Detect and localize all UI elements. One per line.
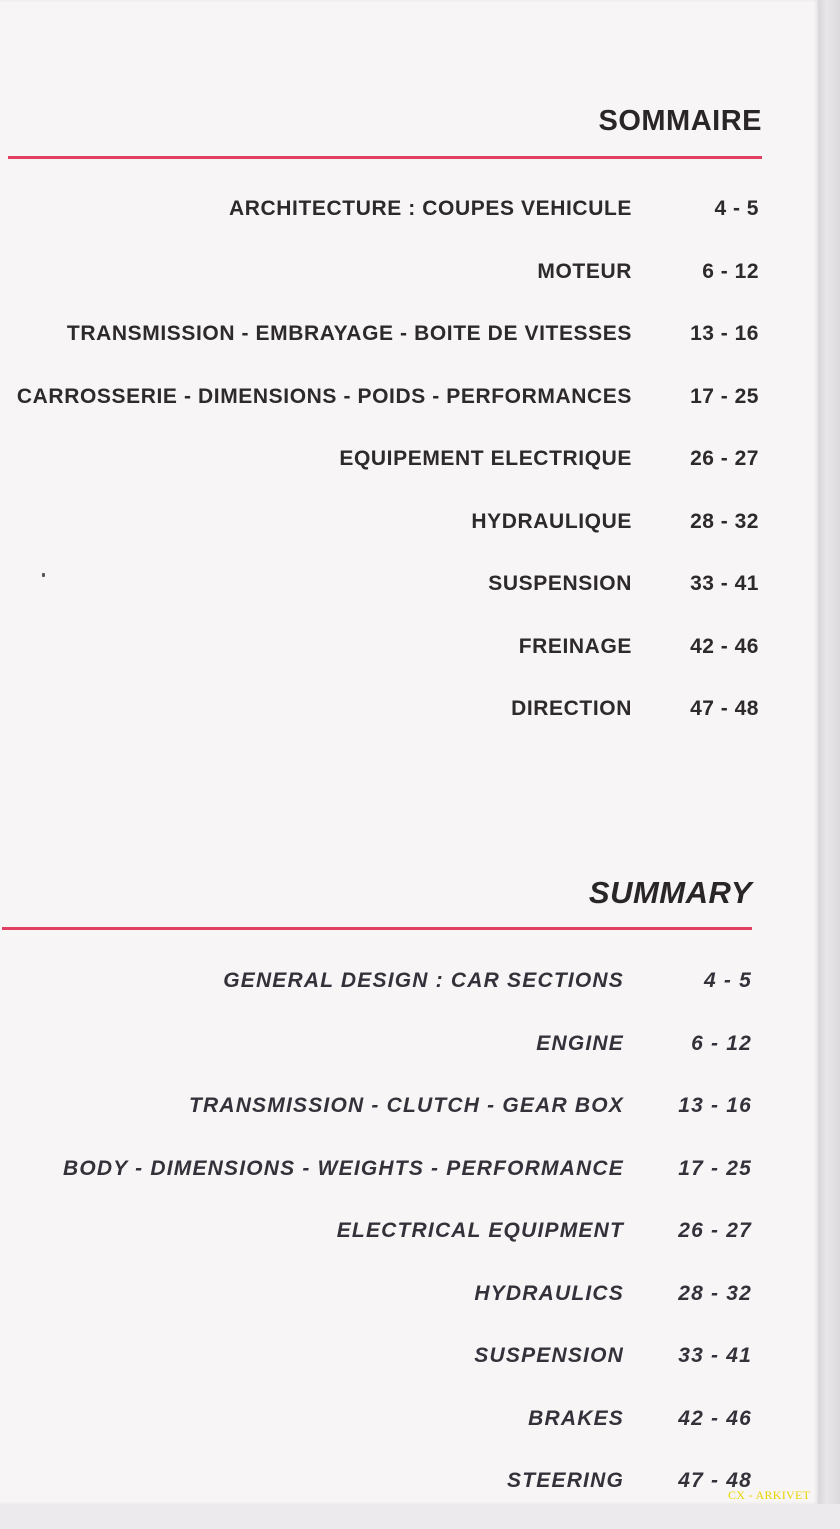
toc-label: HYDRAULIQUE xyxy=(471,509,632,533)
toc-entry xyxy=(0,1029,752,1092)
toc-entry xyxy=(0,194,762,257)
page-edge xyxy=(818,0,840,1504)
toc-pages: 28 - 32 xyxy=(690,509,759,533)
toc-label: CARROSSERIE - DIMENSIONS - POIDS - PERFORMANCES xyxy=(16,384,632,408)
toc-label: STEERING xyxy=(507,1469,624,1492)
sommaire-rule xyxy=(8,156,762,159)
toc-pages: 47 - 48 xyxy=(678,1469,752,1492)
toc-pages: 42 - 46 xyxy=(690,634,759,658)
sommaire-section xyxy=(0,100,762,757)
toc-label: DIRECTION xyxy=(511,697,632,720)
watermark: CX - ARKIVET xyxy=(728,1488,811,1502)
toc-pages: 42 - 46 xyxy=(678,1406,752,1430)
toc-entry xyxy=(0,1279,752,1342)
toc-label: FREINAGE xyxy=(518,634,632,658)
summary-title: SUMMARY xyxy=(588,875,752,910)
toc-pages: 28 - 32 xyxy=(678,1281,752,1305)
toc-entry xyxy=(0,569,762,632)
toc-pages: 17 - 25 xyxy=(690,384,759,408)
toc-entry xyxy=(0,694,762,757)
toc-entry xyxy=(0,966,752,1029)
summary-section xyxy=(0,872,752,1529)
toc-label: HYDRAULICS xyxy=(474,1281,624,1305)
toc-pages: 33 - 41 xyxy=(678,1344,752,1367)
toc-label: SUSPENSION xyxy=(474,1344,624,1367)
toc-pages: 6 - 12 xyxy=(702,259,759,283)
toc-entry xyxy=(0,1216,752,1279)
toc-entry xyxy=(0,382,762,445)
toc-entry xyxy=(0,257,762,320)
toc-entry xyxy=(0,1404,752,1467)
toc-label: TRANSMISSION - EMBRAYAGE - BOITE DE VITESSES xyxy=(66,322,632,345)
toc-pages: 13 - 16 xyxy=(678,1094,752,1117)
toc-pages: 6 - 12 xyxy=(691,1031,752,1055)
toc-label: TRANSMISSION - CLUTCH - GEAR BOX xyxy=(188,1094,624,1117)
toc-label: SUSPENSION xyxy=(488,572,632,595)
toc-label: EQUIPEMENT ELECTRIQUE xyxy=(339,447,632,470)
toc-label: BODY - DIMENSIONS - WEIGHTS - PERFORMANCE xyxy=(63,1156,624,1180)
toc-label: ARCHITECTURE : COUPES VEHICULE xyxy=(228,197,632,220)
toc-entry xyxy=(0,1154,752,1217)
toc-label: BRAKES xyxy=(528,1406,624,1430)
toc-label: ELECTRICAL EQUIPMENT xyxy=(336,1219,624,1242)
toc-entry xyxy=(0,319,762,382)
toc-entry xyxy=(0,507,762,570)
toc-pages: 33 - 41 xyxy=(690,572,759,595)
toc-pages: 4 - 5 xyxy=(714,197,759,220)
toc-pages: 17 - 25 xyxy=(678,1156,752,1180)
toc-pages: 26 - 27 xyxy=(690,447,759,470)
toc-pages: 26 - 27 xyxy=(678,1219,752,1242)
toc-label: ENGINE xyxy=(536,1031,624,1055)
toc-entry xyxy=(0,444,762,507)
toc-entry xyxy=(0,1341,752,1404)
toc-label: GENERAL DESIGN : CAR SECTIONS xyxy=(223,969,624,992)
toc-entry xyxy=(0,632,762,695)
toc-entry xyxy=(0,1466,752,1529)
summary-rule xyxy=(2,927,752,930)
toc-pages: 47 - 48 xyxy=(690,697,759,720)
summary-list xyxy=(0,966,752,1529)
toc-entry xyxy=(0,1091,752,1154)
toc-pages: 13 - 16 xyxy=(690,322,759,345)
toc-pages: 4 - 5 xyxy=(703,969,752,992)
sommaire-title: SOMMAIRE xyxy=(598,105,762,137)
sommaire-list xyxy=(0,194,762,757)
toc-label: MOTEUR xyxy=(537,259,632,283)
